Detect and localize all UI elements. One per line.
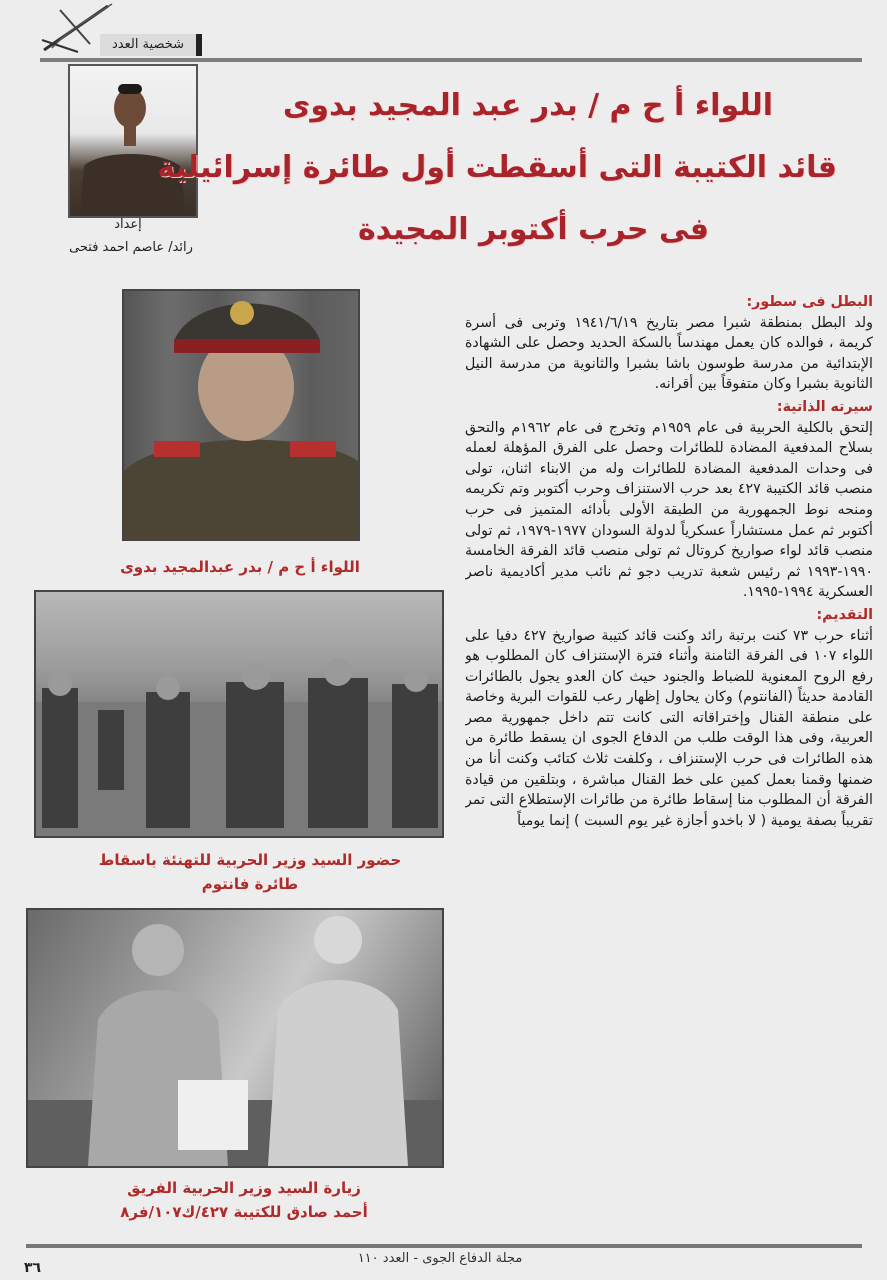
headline-title: اللواء أ ح م / بدر عبد المجيد بدوى (282, 88, 773, 123)
article-body (465, 292, 873, 1222)
section-heading-bio: البطل فى سطور: (746, 294, 873, 310)
signing-caption-line-1: زيارة السيد وزير الحربية الفريق (127, 1179, 361, 1197)
author-name: رائد/ عاصم احمد فتحى (69, 240, 193, 255)
section-heading-cv: سيرته الذاتية: (776, 398, 873, 415)
header-divider (40, 58, 862, 62)
visit-photo-caption (40, 848, 460, 896)
headline-subtitle-2: فى حرب أكتوبر المجيدة (357, 212, 709, 247)
general-portrait-photo (122, 289, 360, 541)
author-label: إعداد (114, 217, 142, 232)
general-photo-caption: اللواء أ ح م / بدر عبدالمجيد بدوى (120, 558, 360, 576)
visit-caption-line-1: حضور السيد وزير الحربية للتهنئة باسقاط (98, 851, 402, 869)
visit-caption-line-2: طائرة فانتوم (201, 875, 299, 893)
section-tag: شخصية العدد (100, 34, 202, 56)
magazine-footer: مجلة الدفاع الجوى - العدد ١١٠ (357, 1251, 523, 1266)
paragraph-intro: أثناء حرب ٧٣ كنت برتبة رائد وكنت قائد كتيبة صواريخ ٤٢٧ دفيا على اللواء ١٠٧ فى الفرقة الثامنة وأثناء فترة الإستنزاف كان المطلوب هو رفع الروح المعنوية للضباط والجنود حيث كان العدو يجول بالطائرات القادمة حديثاً (الفانتوم) وكان يحاول إظهار رعب للقوات البرية وخاصة على منطقة القنال وإختراقاته التى كانت تتم داخل جمهورية مصر العربية، وفى هذا الوقت طلب من الدفاع الجوى ان يسقط طائرة من هذه الطائرات فى حرب الإستنزاف ، وكلفت ثلاث كتائب وكنت أنا من ضمنها وقمنا بعمل كمين على خط القنال مباشرة ، وبتلقين من قيادة الفرقة أن المطلوب منا إسقاط طائرة من طائرات الإستطلاع التى تمر تقريباً بصفة يومية ( لا باخدو أجازة غير يوم السبت ) إنما يومياً (465, 627, 873, 829)
author-photo (68, 64, 198, 218)
paragraph-bio: ولد البطل بمنطقة شبرا مصر بتاريخ ١٩٤١/٦/١٩ وتربى فى أسرة كريمة ، فوالده كان يعمل مهندساً بالسكة الحديد وحصل على الشهادة الإبتدائية من مدرسة طوسون باشا بشبرا والثانوية من مدرسة النيل الثانوية بشبرا وكان متفوقاً بين أقرانه. (465, 314, 873, 393)
signing-caption-line-2: أحمد صادق للكتيبة ٤٢٧/ك١٠٧/فر٨ (120, 1203, 368, 1221)
page-number: ٣٦ (24, 1260, 42, 1276)
footer-divider (26, 1244, 862, 1248)
section-heading-intro: التقديم: (816, 606, 873, 623)
paragraph-cv: إلتحق بالكلية الحربية فى عام ١٩٥٩م وتخرج فى عام ١٩٦٢م والتحق بسلاح المدفعية المضادة للطائرات وحصل على الفرق المؤهلة لعمله فى وحدات المدفعية المضادة للطائرات وله من الابناء اثنان، تولى منصب قائد الكتيبة ٤٢٧ بعد حرب الاستنزاف وحرب أكتوبر وتم تكريمه ومنحه نوط الجمهورية من الطبقة الأولى بأدائه المتميز فى حرب أكتوبر ثم عمل مستشاراً عسكرياً لدولة السودان ١٩٧٧-١٩٧٩، ثم تولى منصب قائد لواء صواريخ كروتال ثم تولى منصب قائد الفرقة الخامسة ١٩٩٠-١٩٩٣ ثم رئيس شعبة تدريب دجو ثم نائب مدير أكاديمية ناصر العسكرية ١٩٩٤-١٩٩٥. (465, 419, 873, 601)
minister-visit-photo (34, 590, 444, 838)
signing-photo-caption (34, 1176, 454, 1224)
minister-signing-photo (26, 908, 444, 1168)
headline-subtitle: قائد الكتيبة التى أسقطت أول طائرة إسرائيلية (157, 150, 837, 185)
